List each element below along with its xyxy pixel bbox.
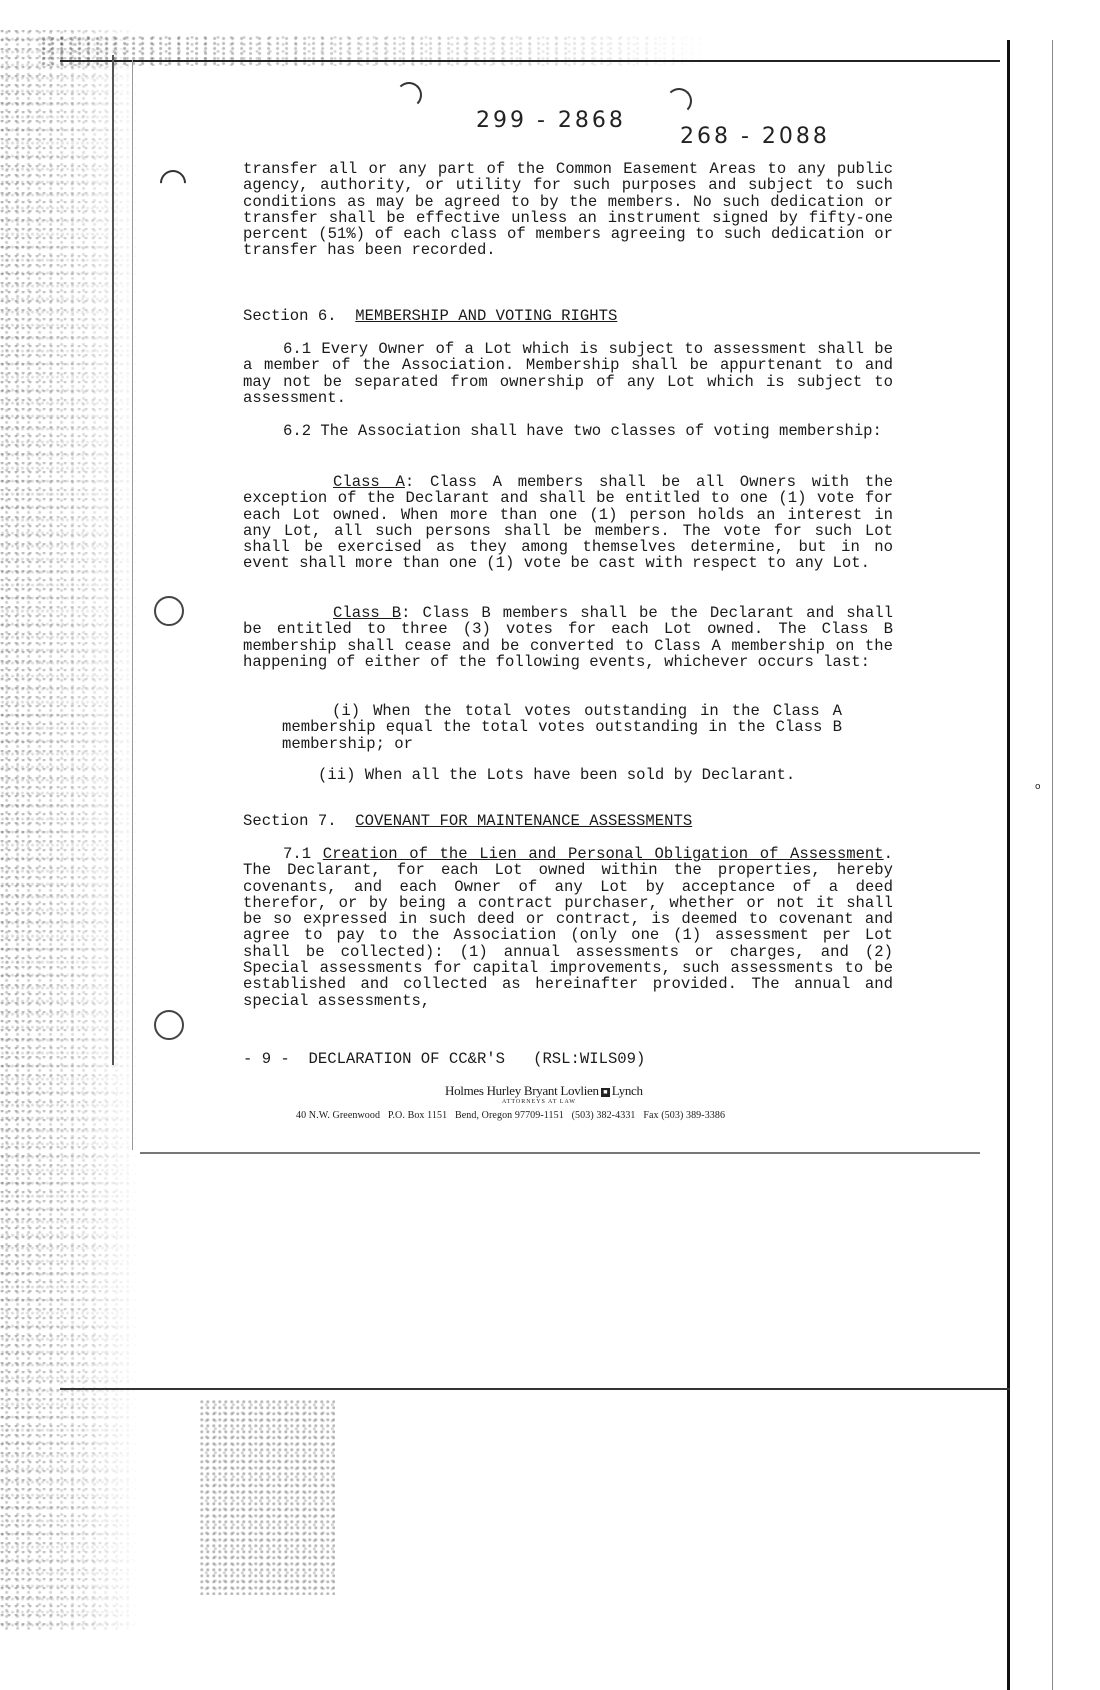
class-b-text: : Class B members shall be the Declarant and shall be entitled to three (3) votes for each Lot owned. The Class B membership shall cease and be converted to Class A membership on the happening of either of the following events, whichever occurs last: [243,604,893,671]
stamp-arc-mark [666,88,692,114]
page-edge-right-faint [1052,40,1053,1690]
law-firm-logo-icon: ■ [601,1088,610,1097]
paragraph-7-1-text: . The Declarant, for each Lot owned within the properties, hereby covenants, and each Owner of any Lot by acceptance of a deed therefor, or by being a contract purchaser, whether or not it shall be so expressed in such deed or contract, is deemed to covenant and agree to pay to the Association (only one (1) assessment per Lot shall be collected): (1) annual assessments or charges, and (2) Special assessments for capital improvements, such assessments to be established and collected as hereinafter provided. The annual and special assessments, [243,845,893,1010]
paragraph-7-1-heading: Creation of the Lien and Personal Obligation of Assessment [322,845,884,863]
section-6-number: Section 6. [243,307,337,325]
section-7-heading [243,812,692,830]
section-7-title: COVENANT FOR MAINTENANCE ASSESSMENTS [355,812,693,830]
punch-hole-icon [154,596,184,626]
page-edge-right [1007,40,1010,1690]
intro-paragraph: transfer all or any part of the Common Easement Areas to any public agency, authority, or utility for such purposes and subject to such conditions as may be agreed to by the members. No such dedication or transfer shall be effective unless an instrument signed by fifty-one percent (51%) of each class of members agreeing to such dedication or transfer has been recorded. [243,160,893,260]
page-footer: - 9 - DECLARATION OF CC&R'S (RSL:WILS09) [243,1050,646,1068]
paragraph-7-1-number: 7.1 [283,845,312,863]
class-a-label: Class A [333,473,405,491]
law-firm-address: 40 N.W. Greenwood P.O. Box 1151 Bend, Oregon 97709-1151 (503) 382-4331 Fax (503) 389-3386 [296,1110,726,1121]
scan-noise-left [0,30,140,1630]
punch-hole-icon [154,1010,184,1040]
margin-mark: o [1035,782,1041,792]
class-b-paragraph [243,605,893,670]
paragraph-6-2: 6.2 The Association shall have two classes of voting membership: [283,422,882,440]
item-i: (i) When the total votes outstanding in the Class A membership equal the total votes outstanding in the Class B membership; or [282,702,842,753]
section-6-heading [243,307,617,325]
stamp-arc-mark [396,82,422,108]
page-edge-bottom [140,1152,980,1154]
scan-noise-bottom [200,1400,335,1595]
section-7-number: Section 7. [243,812,337,830]
paragraph-7-1 [243,846,893,1009]
class-b-label: Class B [333,604,402,622]
law-firm-name-left: Holmes Hurley Bryant Lovlien [445,1083,599,1098]
section-6-title: MEMBERSHIP AND VOTING RIGHTS [355,307,618,325]
class-a-paragraph [243,474,893,572]
law-firm-name [445,1083,643,1099]
page-edge-left-faint [132,60,133,1150]
recording-stamp-2: 268 - 2088 [680,124,830,149]
law-firm-name-right: Lynch [611,1083,643,1098]
page-edge-left [112,55,114,1065]
binding-arc-mark [155,165,192,202]
item-ii: (ii) When all the Lots have been sold by Declarant. [318,766,796,784]
paragraph-6-1: 6.1 Every Owner of a Lot which is subject to assessment shall be a member of the Association. Membership shall be appurtenant to and may not be separated from ownership of any Lot which is subject to assessment. [243,340,893,407]
copier-edge-bottom [60,1388,1010,1390]
page-edge-top [60,60,1000,62]
recording-stamp-1: 299 - 2868 [476,108,626,133]
law-firm-subtitle: ATTORNEYS AT LAW [502,1099,576,1105]
class-a-text: : Class A members shall be all Owners with the exception of the Declarant and shall be entitled to one (1) vote for each Lot owned. When more than one (1) person holds an interest in any Lot, all such persons shall be members. The vote for such Lot shall be exercised as they among themselves determine, but in no event shall more than one (1) vote be cast with respect to any Lot. [243,473,893,573]
